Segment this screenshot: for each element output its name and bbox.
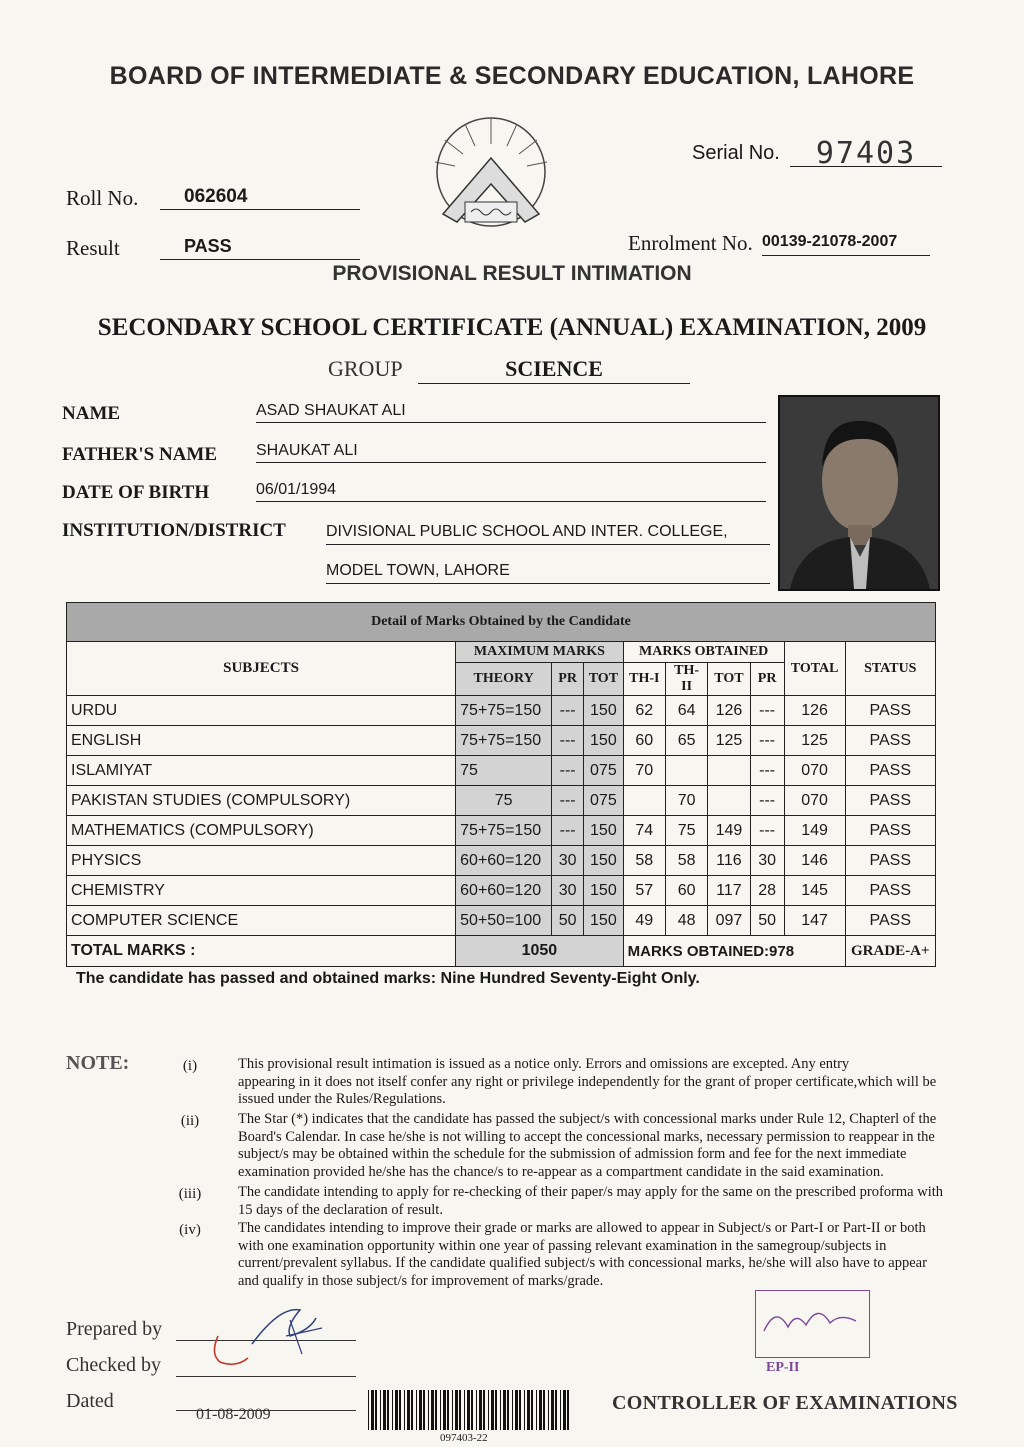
barcode-bar xyxy=(512,1390,513,1430)
th2-cell: 65 xyxy=(665,726,707,756)
th2-cell xyxy=(665,756,707,786)
barcode-bar xyxy=(435,1390,437,1430)
col-maximum-marks: MAXIMUM MARKS xyxy=(456,642,624,663)
checked-by-label: Checked by xyxy=(66,1354,161,1376)
barcode-bar xyxy=(423,1390,425,1430)
barcode-bar xyxy=(500,1390,501,1430)
theory-max-cell: 75+75=150 xyxy=(456,696,552,726)
obtained-pr-cell: --- xyxy=(750,786,784,816)
note-line: Board's Calendar. In case he/she is not willing to accept the concessional marks, necessary permission to reappear in the xyxy=(238,1128,935,1145)
father-name: SHAUKAT ALI xyxy=(256,442,766,463)
candidate-photo xyxy=(778,395,940,591)
obtained-tot-cell: 125 xyxy=(708,726,750,756)
th1-cell xyxy=(623,786,665,816)
barcode-bar xyxy=(395,1390,398,1430)
th2-cell: 58 xyxy=(665,846,707,876)
barcode-bar xyxy=(387,1390,389,1430)
barcode-bar xyxy=(563,1390,566,1430)
barcode-bar xyxy=(531,1390,533,1430)
barcode xyxy=(368,1390,572,1436)
col-obtained-pr: PR xyxy=(750,663,784,696)
col-status: STATUS xyxy=(845,642,935,696)
barcode-bar xyxy=(411,1390,413,1430)
total-marks-label: TOTAL MARKS : xyxy=(67,936,456,967)
note-item xyxy=(238,1111,1010,1181)
date-of-birth: 06/01/1994 xyxy=(256,481,766,502)
status-cell: PASS xyxy=(845,756,935,786)
table-row xyxy=(67,906,936,936)
total-max-cell: 075 xyxy=(584,786,624,816)
barcode-bar xyxy=(479,1390,482,1430)
group-label: GROUP xyxy=(328,356,403,381)
barcode-bar xyxy=(560,1390,561,1430)
practical-max-cell: --- xyxy=(552,756,584,786)
theory-max-cell: 75 xyxy=(456,756,552,786)
total-cell: 070 xyxy=(784,756,845,786)
note-number: (iii) xyxy=(178,1186,202,1202)
institution-line-2: MODEL TOWN, LAHORE xyxy=(326,562,770,584)
barcode-bar xyxy=(440,1390,441,1430)
obtained-tot-cell: 126 xyxy=(708,696,750,726)
barcode-bar xyxy=(443,1390,446,1430)
exam-title: SECONDARY SCHOOL CERTIFICATE (ANNUAL) EXAMINATION, 2009 xyxy=(97,314,927,341)
col-pr: PR xyxy=(552,663,584,696)
barcode-bar xyxy=(375,1390,377,1430)
status-cell: PASS xyxy=(845,816,935,846)
barcode-bar xyxy=(392,1390,393,1430)
subject-cell: MATHEMATICS (COMPULSORY) xyxy=(67,816,456,846)
barcode-bar xyxy=(447,1390,449,1430)
theory-max-cell: 75+75=150 xyxy=(456,816,552,846)
obtained-tot-cell: 117 xyxy=(708,876,750,906)
note-line: appearing in it does not itself confer any right or privilege independently for the grant of proper certificate,which will be xyxy=(238,1073,937,1090)
note-line: The candidates intending to improve their grade or marks are allowed to appear in Subject/s or Part-I or Part-II or both xyxy=(238,1220,926,1236)
serial-number-field xyxy=(790,136,942,171)
total-max-cell: 150 xyxy=(584,816,624,846)
barcode-bar xyxy=(503,1390,506,1430)
barcode-bar xyxy=(507,1390,509,1430)
note-line: examination provided he/she has the chance/s to re-appear as a compartment candidate in the said examination. xyxy=(238,1163,884,1180)
subject-cell: COMPUTER SCIENCE xyxy=(67,906,456,936)
checked-by-line xyxy=(176,1376,356,1377)
note-number: (ii) xyxy=(180,1113,200,1129)
table-row xyxy=(67,846,936,876)
provisional-title: PROVISIONAL RESULT INTIMATION xyxy=(332,262,692,285)
barcode-bar xyxy=(455,1390,458,1430)
note-line: and qualify in those subject/s for improvement of marks/grade. xyxy=(238,1272,604,1289)
barcode-bar xyxy=(464,1390,465,1430)
enrolment-number: 00139-21078-2007 xyxy=(762,233,930,256)
barcode-number: 097403-22 xyxy=(440,1432,488,1444)
practical-max-cell: --- xyxy=(552,726,584,756)
note-item xyxy=(238,1184,1010,1219)
prepared-by-label: Prepared by xyxy=(66,1318,163,1340)
barcode-bar xyxy=(452,1390,453,1430)
note-item xyxy=(238,1220,1010,1290)
barcode-bar xyxy=(555,1390,557,1430)
th1-cell: 57 xyxy=(623,876,665,906)
barcode-bar xyxy=(467,1390,470,1430)
barcode-bar xyxy=(383,1390,386,1430)
obtained-tot-cell: 097 xyxy=(708,906,750,936)
total-cell: 070 xyxy=(784,786,845,816)
handwritten-signature xyxy=(190,1296,360,1376)
stamp-code: EP-II xyxy=(766,1360,800,1375)
th1-cell: 60 xyxy=(623,726,665,756)
theory-max-cell: 60+60=120 xyxy=(456,876,552,906)
barcode-bar xyxy=(491,1390,494,1430)
th2-cell: 64 xyxy=(665,696,707,726)
table-row xyxy=(67,756,936,786)
barcode-bar xyxy=(419,1390,422,1430)
marks-obtained-total: MARKS OBTAINED:978 xyxy=(623,936,845,967)
dob-label: DATE OF BIRTH xyxy=(62,482,210,503)
obtained-tot-cell: 116 xyxy=(708,846,750,876)
roll-label: Roll No. xyxy=(66,186,139,210)
col-tot: TOT xyxy=(584,663,624,696)
dated-label: Dated xyxy=(66,1390,114,1412)
theory-max-cell: 75+75=150 xyxy=(456,726,552,756)
obtained-tot-cell xyxy=(708,786,750,816)
col-th-2: TH-II xyxy=(665,663,707,696)
subject-cell: PAKISTAN STUDIES (COMPULSORY) xyxy=(67,786,456,816)
obtained-tot-cell: 149 xyxy=(708,816,750,846)
table-row xyxy=(67,876,936,906)
candidate-name: ASAD SHAUKAT ALI xyxy=(256,402,766,423)
grade: GRADE-A+ xyxy=(845,936,935,967)
barcode-bar xyxy=(404,1390,405,1430)
col-subjects: SUBJECTS xyxy=(67,642,456,696)
note-line: The candidate intending to apply for re-checking of their paper/s may apply for the same on the prescribed proforma with xyxy=(238,1184,944,1200)
subject-cell: URDU xyxy=(67,696,456,726)
group-value: SCIENCE xyxy=(418,356,690,384)
theory-max-cell: 75 xyxy=(456,786,552,816)
issue-date: 01-08-2009 xyxy=(196,1406,271,1423)
barcode-bar xyxy=(515,1390,518,1430)
note-line: with one examination opportunity within one year of passing relevant examination in the samegroup/subjects in xyxy=(238,1237,887,1254)
candidate-portrait-image xyxy=(780,397,938,589)
total-cell: 146 xyxy=(784,846,845,876)
serial-label: Serial No. xyxy=(692,142,780,164)
obtained-pr-cell: 28 xyxy=(750,876,784,906)
th2-cell: 70 xyxy=(665,786,707,816)
col-obtained-tot: TOT xyxy=(708,663,750,696)
note-line: This provisional result intimation is issued as a notice only. Errors and omissions are excepted. Any entry xyxy=(238,1056,850,1072)
note-number: (iv) xyxy=(179,1222,201,1238)
barcode-bar xyxy=(488,1390,489,1430)
barcode-bar xyxy=(548,1390,549,1430)
barcode-bar xyxy=(399,1390,401,1430)
total-max-cell: 150 xyxy=(584,906,624,936)
note-line: 15 days of the declaration of result. xyxy=(238,1201,443,1218)
name-label: NAME xyxy=(62,403,121,424)
barcode-bar xyxy=(527,1390,530,1430)
subject-cell: CHEMISTRY xyxy=(67,876,456,906)
controller-stamp xyxy=(755,1290,870,1358)
total-max-cell: 150 xyxy=(584,726,624,756)
marks-table-title: Detail of Marks Obtained by the Candidate xyxy=(67,603,936,642)
stamp-signature xyxy=(756,1291,869,1357)
barcode-bar xyxy=(380,1390,381,1430)
note-number: (i) xyxy=(182,1058,198,1074)
subject-cell: PHYSICS xyxy=(67,846,456,876)
obtained-tot-cell xyxy=(708,756,750,786)
barcode-bar xyxy=(416,1390,417,1430)
total-row xyxy=(67,936,936,967)
table-row xyxy=(67,726,936,756)
th2-cell: 48 xyxy=(665,906,707,936)
barcode-bar xyxy=(539,1390,542,1430)
note-line: issued under the Rules/Regulations. xyxy=(238,1091,446,1107)
total-max-cell: 150 xyxy=(584,846,624,876)
note-line: subject/s may be obtained within the schedule for the submission of admission form and fee for the next immediate xyxy=(238,1146,907,1162)
total-max-cell: 150 xyxy=(584,696,624,726)
status-cell: PASS xyxy=(845,726,935,756)
obtained-pr-cell: 50 xyxy=(750,906,784,936)
status-cell: PASS xyxy=(845,696,935,726)
obtained-pr-cell: --- xyxy=(750,816,784,846)
th1-cell: 62 xyxy=(623,696,665,726)
status-cell: PASS xyxy=(845,906,935,936)
obtained-pr-cell: --- xyxy=(750,756,784,786)
father-name-label: FATHER'S NAME xyxy=(62,444,217,465)
total-cell: 149 xyxy=(784,816,845,846)
subject-cell: ISLAMIYAT xyxy=(67,756,456,786)
status-cell: PASS xyxy=(845,846,935,876)
total-cell: 126 xyxy=(784,696,845,726)
th1-cell: 58 xyxy=(623,846,665,876)
th1-cell: 49 xyxy=(623,906,665,936)
barcode-bar xyxy=(459,1390,461,1430)
barcode-bar xyxy=(524,1390,525,1430)
institution-line-1: DIVISIONAL PUBLIC SCHOOL AND INTER. COLLEGE, xyxy=(326,523,770,545)
institution-label: INSTITUTION/DISTRICT xyxy=(62,520,286,541)
controller-title: CONTROLLER OF EXAMINATIONS xyxy=(612,1392,958,1414)
roll-number: 062604 xyxy=(160,186,360,210)
barcode-bar xyxy=(536,1390,537,1430)
serial-number: 97403 xyxy=(815,136,917,171)
obtained-pr-cell: 30 xyxy=(750,846,784,876)
practical-max-cell: --- xyxy=(552,786,584,816)
obtained-pr-cell: --- xyxy=(750,696,784,726)
barcode-bar xyxy=(483,1390,485,1430)
barcode-bar xyxy=(495,1390,497,1430)
board-title: BOARD OF INTERMEDIATE & SECONDARY EDUCATION, LAHORE xyxy=(109,62,915,90)
theory-max-cell: 60+60=120 xyxy=(456,846,552,876)
barcode-bar xyxy=(567,1390,569,1430)
barcode-bar xyxy=(476,1390,477,1430)
barcode-bar xyxy=(519,1390,521,1430)
note-line: current/prevalent syllabus. If the candidate qualified subject/s with concessional marks, he/she will also have to appear xyxy=(238,1255,927,1271)
passed-statement: The candidate has passed and obtained marks: Nine Hundred Seventy-Eight Only. xyxy=(76,970,700,987)
th1-cell: 74 xyxy=(623,816,665,846)
practical-max-cell: --- xyxy=(552,816,584,846)
col-theory: THEORY xyxy=(456,663,552,696)
note-label: NOTE: xyxy=(66,1052,130,1074)
practical-max-cell: 50 xyxy=(552,906,584,936)
practical-max-cell: --- xyxy=(552,696,584,726)
result-label: Result xyxy=(66,236,120,260)
note-line: The Star (*) indicates that the candidate has passed the subject/s with concessional marks under Rule 12, Chapterl of the xyxy=(238,1111,937,1127)
dated-line xyxy=(176,1410,356,1411)
col-th-1: TH-I xyxy=(623,663,665,696)
th2-cell: 60 xyxy=(665,876,707,906)
enrolment-label: Enrolment No. xyxy=(628,231,753,255)
barcode-bar xyxy=(471,1390,473,1430)
barcode-bar xyxy=(551,1390,554,1430)
practical-max-cell: 30 xyxy=(552,846,584,876)
table-row xyxy=(67,696,936,726)
total-max-cell: 150 xyxy=(584,876,624,906)
total-cell: 145 xyxy=(784,876,845,906)
barcode-bar xyxy=(368,1390,369,1430)
subject-cell: ENGLISH xyxy=(67,726,456,756)
total-cell: 125 xyxy=(784,726,845,756)
marks-table xyxy=(66,602,936,967)
col-total: TOTAL xyxy=(784,642,845,696)
barcode-bar xyxy=(543,1390,545,1430)
result-value: PASS xyxy=(160,236,360,260)
total-cell: 147 xyxy=(784,906,845,936)
barcode-bar xyxy=(371,1390,374,1430)
barcode-bar xyxy=(428,1390,429,1430)
th2-cell: 75 xyxy=(665,816,707,846)
board-crest-logo xyxy=(425,114,557,236)
barcode-bar xyxy=(431,1390,434,1430)
th1-cell: 70 xyxy=(623,756,665,786)
barcode-bar xyxy=(407,1390,410,1430)
table-row xyxy=(67,816,936,846)
note-item xyxy=(238,1056,1010,1109)
total-max-marks: 1050 xyxy=(456,936,624,967)
status-cell: PASS xyxy=(845,786,935,816)
table-row xyxy=(67,786,936,816)
theory-max-cell: 50+50=100 xyxy=(456,906,552,936)
obtained-pr-cell: --- xyxy=(750,726,784,756)
practical-max-cell: 30 xyxy=(552,876,584,906)
total-max-cell: 075 xyxy=(584,756,624,786)
col-marks-obtained: MARKS OBTAINED xyxy=(623,642,784,663)
status-cell: PASS xyxy=(845,876,935,906)
